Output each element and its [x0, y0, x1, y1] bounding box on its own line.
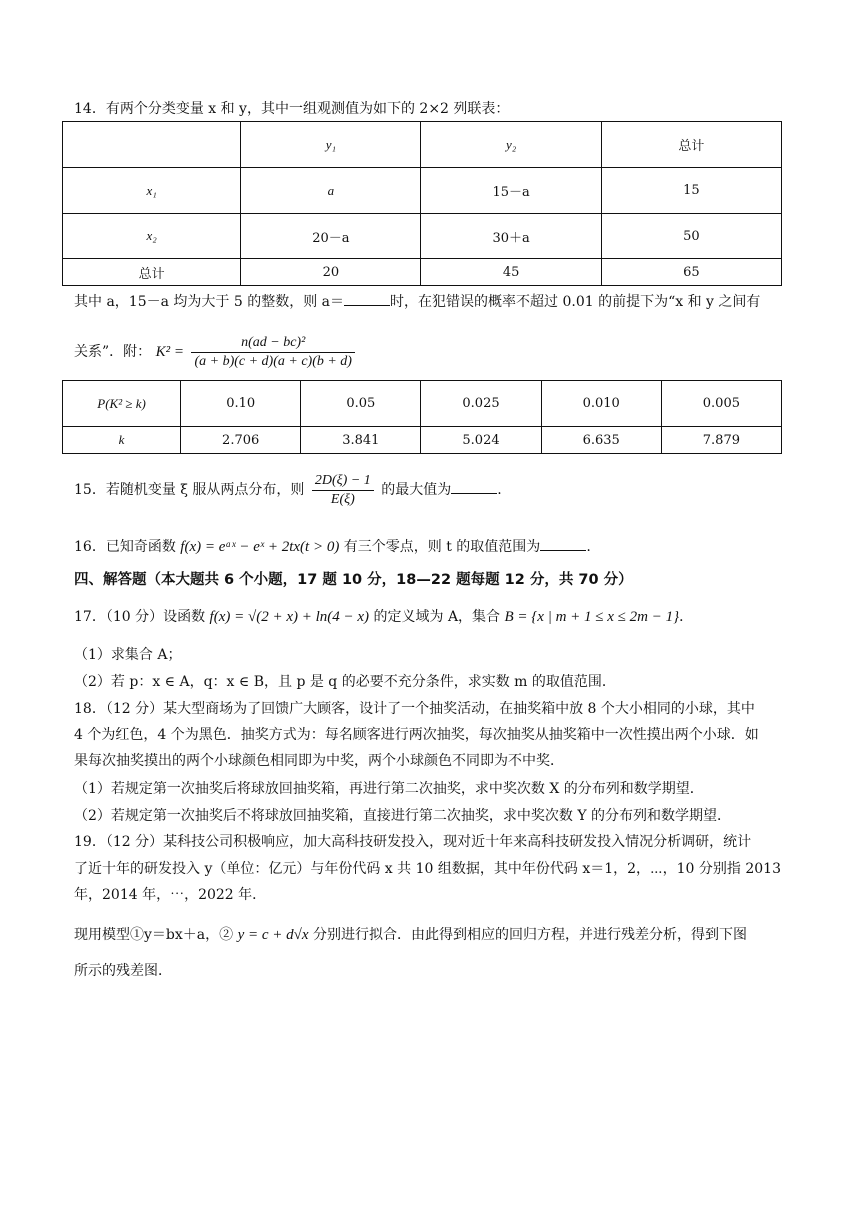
- table-cell: x₂: [63, 214, 241, 259]
- table-cell: 0.010: [541, 381, 661, 427]
- answer-blank: [451, 481, 497, 494]
- table-cell: 7.879: [661, 427, 781, 454]
- q19-line5: 所示的残差图．: [74, 963, 172, 979]
- k-squared-fraction: [191, 334, 355, 371]
- table-cell: 30＋a: [421, 214, 601, 259]
- table-cell: 2.706: [181, 427, 301, 454]
- q19-l4-pre: 现用模型①y＝bx＋a，②: [74, 927, 234, 943]
- q14-text-a: 其中 a，15－a 均为大于 5 的整数，则 a＝: [74, 294, 345, 310]
- fraction-numerator: 2D(ξ) − 1: [312, 472, 374, 491]
- q17-stem: [74, 608, 800, 626]
- table-cell: 45: [421, 259, 601, 286]
- answer-blank: [540, 538, 586, 551]
- table-header-row: [63, 122, 782, 168]
- table-cell: 15: [601, 168, 781, 214]
- q17-mid: 的定义域为 A，集合: [373, 609, 501, 625]
- q18-part2: （2）若规定第一次抽奖后不将球放回抽奖箱，直接进行第二次抽奖，求中奖次数 Y 的分布列和数学期望．: [74, 808, 732, 824]
- table-cell: P(K² ≥ k): [63, 381, 181, 427]
- table-cell: y₁: [241, 122, 421, 168]
- fraction-numerator: n(ad − bc)²: [191, 334, 355, 353]
- table-cell: 5.024: [421, 427, 541, 454]
- fraction-denominator: E(ξ): [330, 491, 355, 507]
- q19-line1: 19．（12 分）某科技公司积极响应，加大高科技研发投入，现对近十年来高科技研发投入情况分析调研，统计: [74, 834, 752, 850]
- q14-intro: 14．有两个分类变量 x 和 y，其中一组观测值为如下的 2×2 列联表：: [74, 101, 510, 117]
- q17-pre: 17．（10 分）设函数: [74, 609, 206, 625]
- table-cell: 0.005: [661, 381, 781, 427]
- table-row: [63, 168, 782, 214]
- section-heading: 四、解答题（本大题共 6 个小题，17 题 10 分，18—22 题每题 12 分，共 70 分）: [74, 572, 633, 588]
- table-cell: a: [241, 168, 421, 214]
- k-squared-lhs: K² =: [155, 344, 184, 360]
- q19-line2: 了近十年的研发投入 y（单位：亿元）与年份代码 x 共 10 组数据，其中年份代码 x＝1，2，⋯，10 分别指 2013: [74, 861, 781, 877]
- q18-line1: 18．（12 分）某大型商场为了回馈广大顾客，设计了一个抽奖活动，在抽奖箱中放 8 个大小相同的小球，其中: [74, 701, 755, 717]
- q18-part1: （1）若规定第一次抽奖后将球放回抽奖箱，再进行第二次抽奖，求中奖次数 X 的分布列和数学期望．: [74, 781, 704, 797]
- fraction-denominator: (a + b)(c + d)(a + c)(b + d): [194, 353, 352, 369]
- table-cell: 15－a: [421, 168, 601, 214]
- q19-model2: y = c + d√x: [237, 927, 309, 943]
- critical-value-table: [62, 380, 782, 454]
- table-cell: 3.841: [301, 427, 421, 454]
- q19-l4-post: 分别进行拟合．由此得到相应的回归方程，并进行残差分析，得到下图: [312, 927, 747, 943]
- table-cell: 65: [601, 259, 781, 286]
- table-cell: 6.635: [541, 427, 661, 454]
- table-cell: 20－a: [241, 214, 421, 259]
- q19-line3: 年，2014 年，⋯，2022 年．: [74, 887, 267, 903]
- q15-pre: 15．若随机变量 ξ 服从两点分布，则: [74, 482, 305, 498]
- q14-text-c: 关系”．附：: [74, 344, 152, 360]
- q15-fraction: [312, 472, 374, 509]
- table-cell: y₂: [421, 122, 601, 168]
- q16-formula: f(x) = eᵃˣ − eˣ + 2tx(t > 0): [180, 539, 340, 555]
- table-cell: 总计: [601, 122, 781, 168]
- table-cell: 0.10: [181, 381, 301, 427]
- table-row: [63, 381, 782, 427]
- q16: 16．已知奇函数 f(x) = eᵃˣ − eˣ + 2tx(t > 0) 有三个零点，则 t 的取值范围为 .: [74, 539, 591, 555]
- answer-blank: [344, 293, 390, 306]
- q14-formula-line: [74, 332, 800, 372]
- q17-part2: （2）若 p：x ∈ A，q：x ∈ B，且 p 是 q 的必要不充分条件，求实数 m 的取值范围．: [74, 674, 616, 690]
- q17-function: f(x) = √(2 + x) + ln(4 − x): [209, 609, 370, 625]
- table-row: [63, 214, 782, 259]
- q15-post: 的最大值为: [381, 482, 452, 498]
- q19-line4: [74, 926, 800, 944]
- q16-pre: 16．已知奇函数: [74, 539, 176, 555]
- q18-line3: 果每次抽奖摸出的两个小球颜色相同即为中奖，两个小球颜色不同即为不中奖．: [74, 753, 564, 769]
- table-row: [63, 259, 782, 286]
- table-cell: 0.05: [301, 381, 421, 427]
- q17-end: ．: [679, 609, 694, 625]
- table-cell: x₁: [63, 168, 241, 214]
- table-row: [63, 427, 782, 454]
- q18-line2: 4 个为红色，4 个为黑色．抽奖方式为：每名顾客进行两次抽奖，每次抽奖从抽奖箱中一次性摸出两个小球．如: [74, 727, 759, 743]
- q14-condition: [74, 293, 800, 311]
- q17-set: B = {x | m + 1 ≤ x ≤ 2m − 1}: [504, 609, 680, 625]
- q16-post: 有三个零点，则 t 的取值范围为: [343, 539, 541, 555]
- table-cell: 50: [601, 214, 781, 259]
- q15: 15．若随机变量 ξ 服从两点分布，则 $\frac{2D(\xi) - 1}{E(\xi)}$ 的最大值为 .: [74, 472, 502, 507]
- table-cell: 总计: [63, 259, 241, 286]
- q17-part1: （1）求集合 A；: [74, 647, 182, 663]
- q14-text-b: 时，在犯错误的概率不超过 0.01 的前提下为“x 和 y 之间有: [390, 294, 761, 310]
- table-cell: 20: [241, 259, 421, 286]
- table-cell: 0.025: [421, 381, 541, 427]
- table-cell: k: [63, 427, 181, 454]
- table-cell: [63, 122, 241, 168]
- contingency-table: [62, 121, 782, 286]
